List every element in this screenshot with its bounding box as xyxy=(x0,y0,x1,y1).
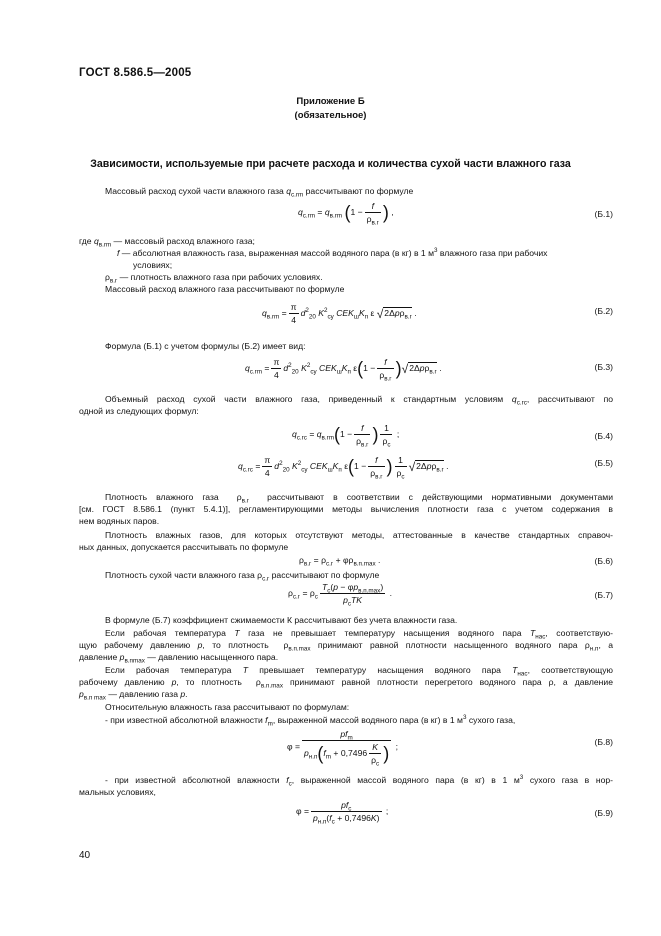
formula-b7: $\rho_{c.г} = \rho_c$ $\frac{T_c(p - \varphi p_{в.п.max})}{p_cTK}$ . xyxy=(288,582,392,608)
paragraph-4-cont: одной из следующих формул: xyxy=(79,406,199,416)
equation-number-b9: (Б.9) xyxy=(594,808,613,818)
formula-b8: φ = $pf_m$ $p_{н.п}(f_m + 0,7496$ $\frac{K}{\rho_c}$ ) ; xyxy=(287,729,398,768)
equation-number-b6: (Б.6) xyxy=(594,556,613,566)
paragraph-12: - при известной абсолютной влажности $f_m$, выраженной массой водяного пара (в кг) в 1 $м^3$ сухого газа, xyxy=(105,714,516,728)
equation-number-b3: (Б.3) xyxy=(594,362,613,372)
formula-b3: $q_{c.rm}$ = $\frac{\pi}{4}$ $d^2_{20}$ $K^2_{cy}$ $CEK_шK_п$ ε(1 − $\frac{f}{\rho_{в.г}}$ )√2Δpρ$_{в.г}$ . xyxy=(245,357,442,383)
paragraph-9-cont: щую рабочему давлению р, то плотность $\rho_{в.п.max}$ принимают равной плотности насыщенного водяного пара $\rho_{н.п}$, а xyxy=(79,640,613,653)
section-title: Зависимости, используемые при расчете расхода и количества сухой части влажного газа xyxy=(90,158,571,170)
paragraph-13: - при известной абсолютной влажности $f_c$, выраженной массой водяного пара (в кг) в 1 $м^3$ сухого газа в нор- xyxy=(105,774,613,788)
definition-f-cont: условиях; xyxy=(133,260,173,270)
paragraph-7: Плотность сухой части влажного газа $\rho_{c.г}$ рассчитывают по формуле xyxy=(105,570,380,583)
paragraph-1: Массовый расход сухой части влажного газа $q_{c.rm}$ рассчитывают по формуле xyxy=(105,186,414,199)
paragraph-10-cont: рабочему давлению р, то плотность $\rho_{в.п.max}$ принимают равной плотности перегретого водяного пара ρ, а давление xyxy=(79,677,613,690)
paragraph-11: Относительную влажность газа рассчитывают по формулам: xyxy=(105,702,350,712)
formula-b1: $q_{c.rm} = q_{в.rm}$ (1 − $\frac{f}{\rho_{в.г}}$ ) , xyxy=(298,201,394,227)
paragraph-6: Плотность влажных газов, для которых отсутствуют методы, аттестованные в качестве стандартных справоч- xyxy=(105,530,613,540)
formula-b5: $q_{c.rc}$ = $\frac{\pi}{4}$ $d^2_{20}$ $K^2_{cy}$ $CEK_шK_п$ ε(1 − $\frac{f}{\rho_{в.г}}$ ) $\frac{1}{\rho_c}$ √2Δpρ$_{в.г}$ . xyxy=(238,455,449,481)
formula-b4: $q_{c.rc} = q_{в.rm}(1$ − $\frac{f}{\rho_{в.г}}$ ) $\frac{1}{\rho_c}$ ; xyxy=(292,423,400,449)
definition-f: f — абсолютная влажность газа, выраженная массой водяного пара (в кг) в 1 $м^3$ влажного газа при рабочих xyxy=(117,247,548,258)
equation-number-b2: (Б.2) xyxy=(594,306,613,316)
paragraph-3: Формула (Б.1) с учетом формулы (Б.2) имеет вид: xyxy=(105,341,306,351)
coefficient-b8: 0,7496 xyxy=(340,747,368,758)
formula-b6: $\rho_{в.г} = \rho_{c.г} + \varphi\rho_{в.п.max}$ . xyxy=(299,555,381,568)
equation-number-b5: (Б.5) xyxy=(594,458,613,468)
document-header: ГОСТ 8.586.5—2005 xyxy=(79,67,192,79)
paragraph-2: Массовый расход влажного газа рассчитывают по формуле xyxy=(105,284,345,294)
paragraph-5-end: нем водяных паров. xyxy=(79,516,160,526)
definition-rho: $\rho_{в.г}$ — плотность влажного газа при рабочих условиях. xyxy=(105,272,323,285)
paragraph-13-cont: мальных условиях, xyxy=(79,787,156,797)
formula-b2: $q_{в.rm}$ = $\frac{\pi}{4}$ $d^2_{20}$ $K^2_{cy}$ $CEK_шK_п$ ε √2Δpρ$_{в.г}$ . xyxy=(262,302,417,325)
equation-number-b7: (Б.7) xyxy=(594,590,613,600)
formula-b9: φ = $\frac{pf_c}{p_{н.п}(f_c + 0,7496K)}$ ; xyxy=(296,800,389,826)
paragraph-9-end: давление $р_{в.пmax}$ — давлению насыщенного пара. xyxy=(79,652,279,665)
paragraph-4: Объемный расход сухой части влажного газа, приведенный к стандартным условиям $q_{c.rc}$, рассчитывают по xyxy=(105,394,613,407)
equation-number-b4: (Б.4) xyxy=(594,431,613,441)
paragraph-5: Плотность влажного газа $\rho_{в.г}$ рассчитывают в соответствии с действующими нормативными документами xyxy=(105,492,613,505)
paragraph-6-cont: ных данных, допускается рассчитывать по формуле xyxy=(79,542,289,552)
equation-number-b8: (Б.8) xyxy=(594,737,613,747)
paragraph-9: Если рабочая температура Т газа не превышает температуру насыщения водяного пара $Т_{нас}$, соответствую- xyxy=(105,628,614,641)
coefficient-b9: 0,7496 xyxy=(344,813,371,823)
definition-qvm: где $q_{в.rm}$ — массовый расход влажного газа; xyxy=(79,236,255,249)
paragraph-10: Если рабочая температура Т превышает температуру насыщения водяного пара $Т_{нас}$, соответствующую xyxy=(105,665,613,678)
appendix-type: (обязательное) xyxy=(294,110,367,121)
page-number: 40 xyxy=(79,850,91,861)
paragraph-10-end: $р_{в.п max}$ — давлению газа р. xyxy=(79,689,188,702)
paragraph-5-cont: [см. ГОСТ 8.586.1 (пункт 5.4.1)], регламентирующими методы вычисления плотности газа с учетом содержания в xyxy=(79,504,613,514)
paragraph-8: В формуле (Б.7) коэффициент сжимаемости К рассчитывают без учета влажности газа. xyxy=(105,615,458,625)
appendix-label: Приложение Б xyxy=(296,96,365,107)
equation-number-b1: (Б.1) xyxy=(594,209,613,219)
